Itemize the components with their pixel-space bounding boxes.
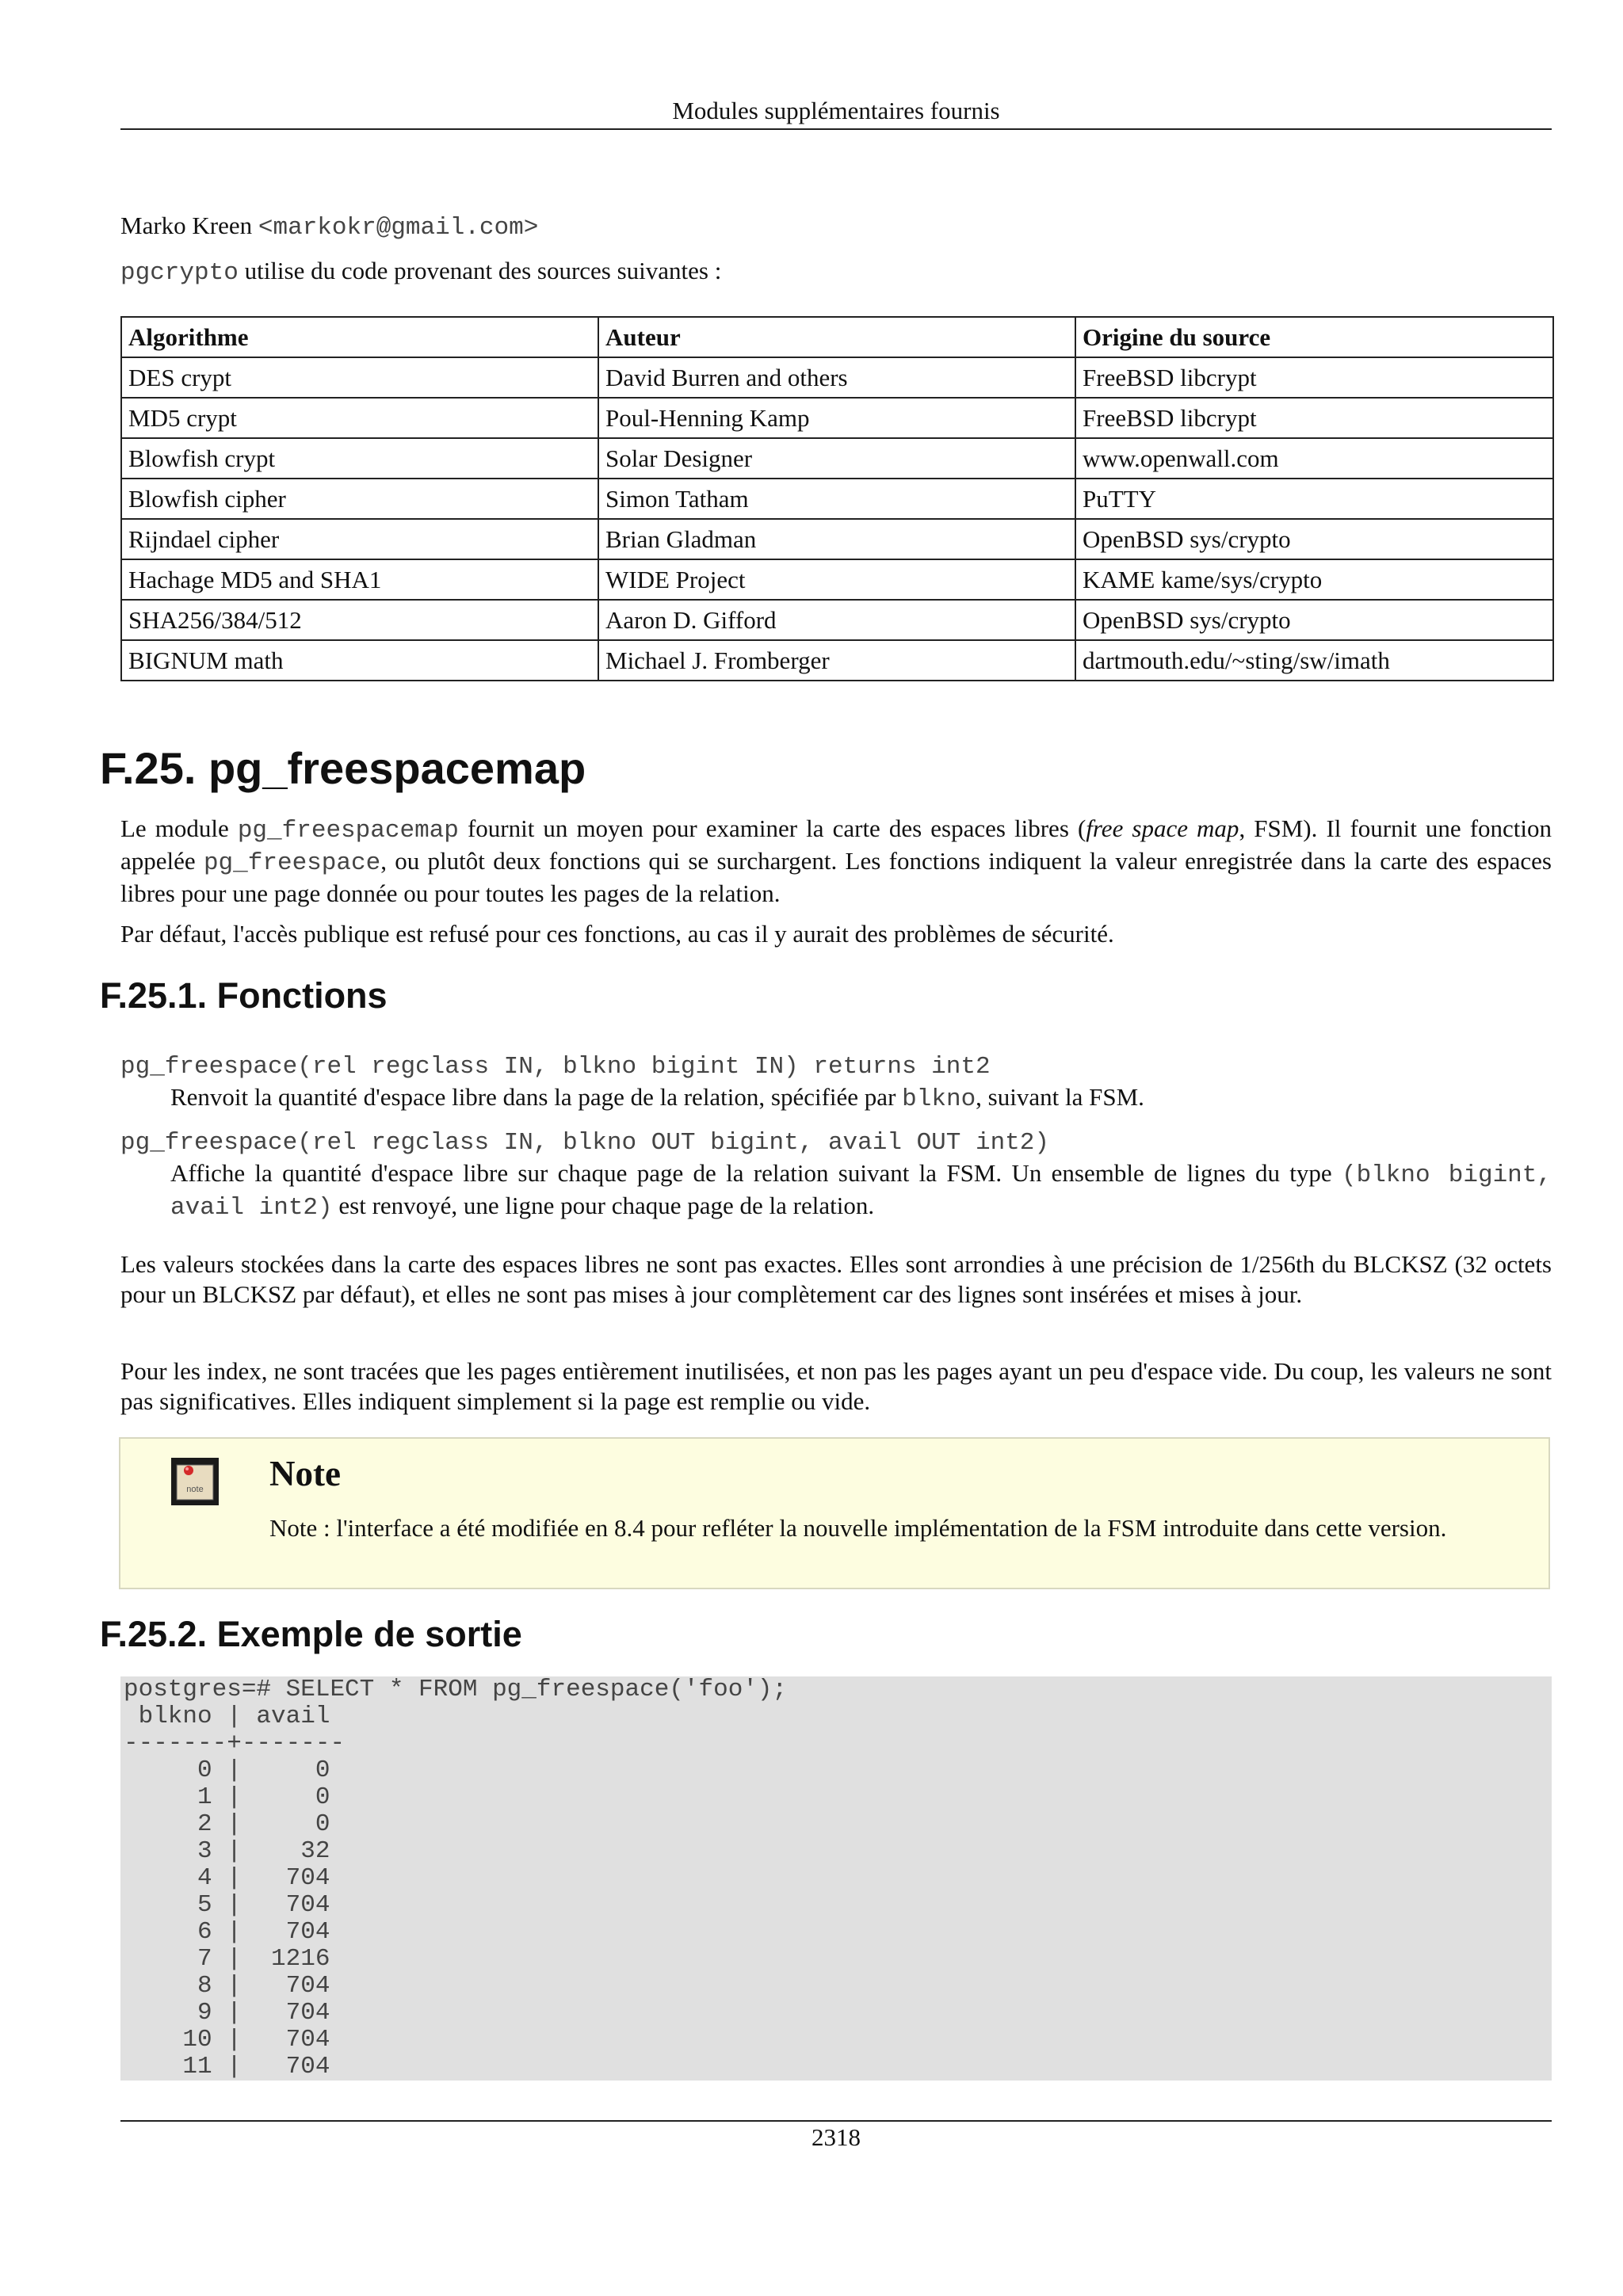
section-title: F.25. pg_freespacemap	[100, 743, 586, 793]
table-cell: Brian Gladman	[598, 519, 1075, 559]
table-header-cell: Auteur	[598, 317, 1075, 357]
section-paragraph: Par défaut, l'accès publique est refusé pour ces fonctions, au cas il y aurait des problèmes de sécurité.	[120, 920, 1114, 948]
function-description: Renvoit la quantité d'espace libre dans la page de la relation, spécifiée par blkno, suivant la FSM.	[170, 1083, 1144, 1113]
table-cell: FreeBSD libcrypt	[1075, 357, 1553, 398]
table-cell: BIGNUM math	[121, 640, 598, 681]
section-paragraph: Le module pg_freespacemap fournit un moyen pour examiner la carte des espaces libres (free space map, FSM). Il fournit une fonction appelée pg_freespace, ou plutôt deux fonctions qui se surchargent. Les fonctions indiquent la valeur enregistrée dans la carte des espaces libres pour une page donnée ou pour toutes les pages de la relation.	[120, 814, 1552, 907]
functions-paragraph: Pour les index, ne sont tracées que les pages entièrement inutilisées, et non pas les pages ayant un peu d'espace vide. Du coup, les valeurs ne sont pas significatives. Elles indiquent simplement si la page est remplie ou vide.	[120, 1357, 1552, 1415]
inline-code: pg_freespace	[203, 849, 381, 877]
table-cell: OpenBSD sys/crypto	[1075, 519, 1553, 559]
table-cell: Hachage MD5 and SHA1	[121, 559, 598, 600]
table-cell: MD5 crypt	[121, 398, 598, 438]
table-cell: FreeBSD libcrypt	[1075, 398, 1553, 438]
table-row	[121, 640, 1553, 681]
table-cell: dartmouth.edu/~sting/sw/imath	[1075, 640, 1553, 681]
note-icon-label: note	[186, 1485, 204, 1494]
inline-code: blkno	[902, 1085, 976, 1113]
table-row	[121, 357, 1553, 398]
code-example: postgres=# SELECT * FROM pg_freespace('foo'); blkno | avail -------+------- 0 | 0 1 | 0 2 | 0 3 | 32 4 | 704 5 | 704 6 | 704 7 | 1216 8 | 704 9 | 704 10 | 704 11 | 704	[120, 1676, 1552, 2081]
sources-table	[120, 316, 1554, 681]
running-header: Modules supplémentaires fournis	[672, 97, 1000, 124]
function-description: Affiche la quantité d'espace libre sur chaque page de la relation suivant la FSM. Un ensemble de lignes du type (blkno bigint, avail int2) est renvoyé, une ligne pour chaque page de la relation.	[170, 1159, 1552, 1222]
table-header-cell: Origine du source	[1075, 317, 1553, 357]
functions-paragraph: Les valeurs stockées dans la carte des espaces libres ne sont pas exactes. Elles sont arrondies à une précision de 1/256th du BLCKSZ (32 octets pour un BLCKSZ par défaut), et elles ne sont pas mises à jour complètement car des lignes sont insérées et mises à jour.	[120, 1250, 1552, 1308]
table-cell: Michael J. Fromberger	[598, 640, 1075, 681]
intro-text: utilise du code provenant des sources suivantes :	[238, 257, 722, 284]
module-name: pgcrypto	[120, 259, 239, 287]
subsection-title: F.25.1. Fonctions	[100, 975, 388, 1016]
note-box	[119, 1437, 1550, 1589]
table-cell: Rijndael cipher	[121, 519, 598, 559]
emphasis: free space map	[1086, 814, 1239, 842]
intro-line	[120, 254, 721, 291]
author-email: <markokr@gmail.com>	[258, 214, 539, 242]
table-cell: DES crypt	[121, 357, 598, 398]
table-cell: David Burren and others	[598, 357, 1075, 398]
table-cell: SHA256/384/512	[121, 600, 598, 640]
note-title: Note	[269, 1454, 341, 1493]
table-cell: Blowfish cipher	[121, 479, 598, 519]
table-cell: OpenBSD sys/crypto	[1075, 600, 1553, 640]
header-rule	[120, 128, 1552, 130]
subsection-title: F.25.2. Exemple de sortie	[100, 1614, 522, 1654]
table-cell: Blowfish crypt	[121, 438, 598, 479]
table-cell: Poul-Henning Kamp	[598, 398, 1075, 438]
note-text: Note : l'interface a été modifiée en 8.4 pour refléter la nouvelle implémentation de la FSM introduite dans cette version.	[269, 1514, 1447, 1542]
table-cell: Simon Tatham	[598, 479, 1075, 519]
function-signature: pg_freespace(rel regclass IN, blkno OUT bigint, avail OUT int2)	[120, 1129, 1049, 1157]
table-row	[121, 600, 1553, 640]
table-cell: Aaron D. Gifford	[598, 600, 1075, 640]
author-line	[120, 208, 538, 246]
table-row	[121, 519, 1553, 559]
inline-code: (blkno bigint, avail int2)	[170, 1161, 1552, 1222]
table-row	[121, 479, 1553, 519]
table-row	[121, 438, 1553, 479]
table-row	[121, 559, 1553, 600]
table-cell: www.openwall.com	[1075, 438, 1553, 479]
table-row	[121, 398, 1553, 438]
note-icon	[171, 1458, 219, 1505]
table-cell: KAME kame/sys/crypto	[1075, 559, 1553, 600]
table-header-row	[121, 317, 1553, 357]
author-name: Marko Kreen	[120, 212, 258, 239]
table-cell: WIDE Project	[598, 559, 1075, 600]
inline-code: pg_freespacemap	[237, 817, 459, 845]
function-signature: pg_freespace(rel regclass IN, blkno bigint IN) returns int2	[120, 1053, 991, 1081]
table-header-cell: Algorithme	[121, 317, 598, 357]
table-cell: PuTTY	[1075, 479, 1553, 519]
table-cell: Solar Designer	[598, 438, 1075, 479]
page-number: 2318	[812, 2123, 861, 2151]
